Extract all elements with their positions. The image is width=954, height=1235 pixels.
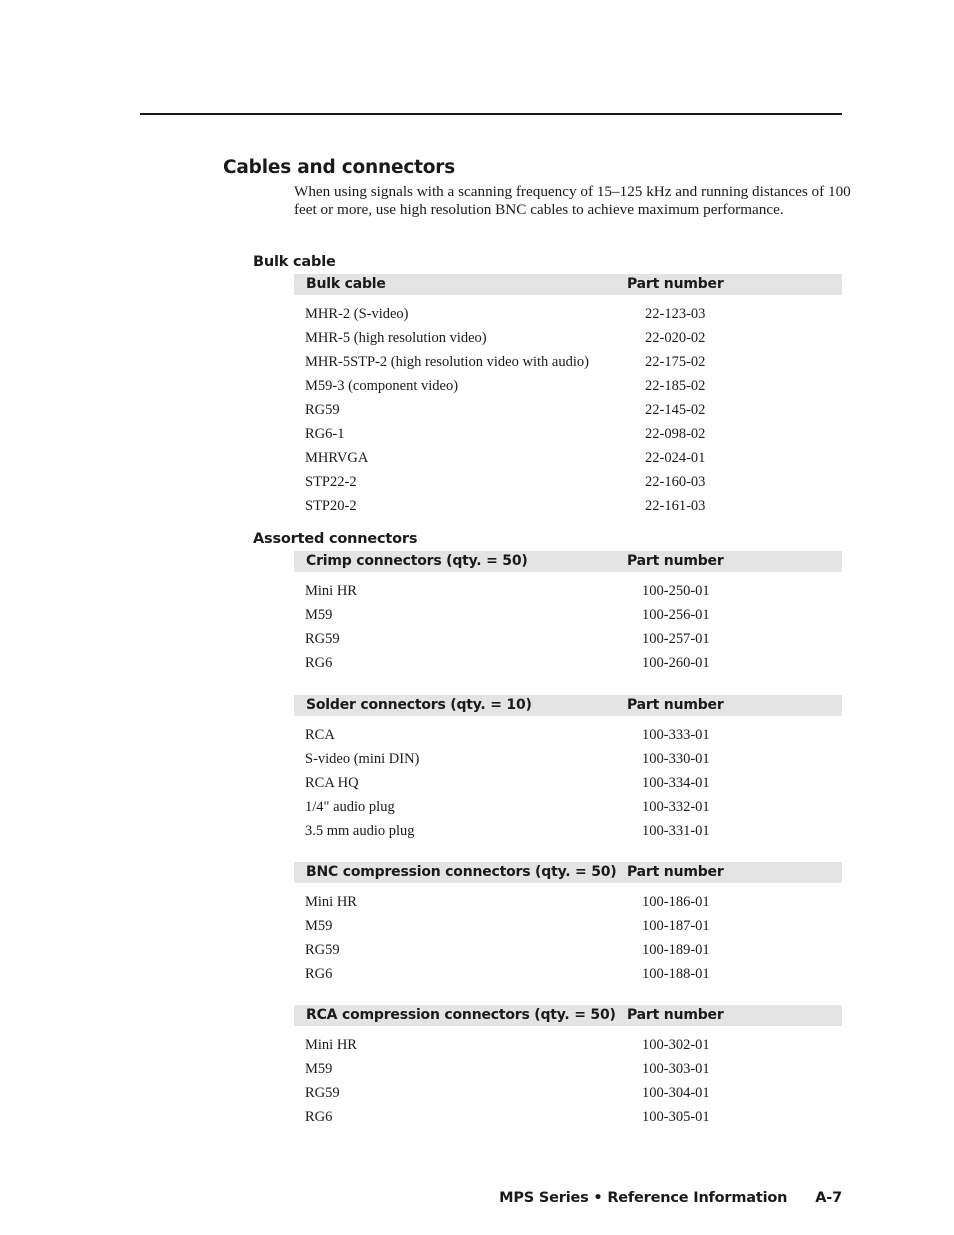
table-row	[294, 917, 842, 941]
part-number: 100-250-01	[642, 583, 710, 599]
item-name: RG59	[305, 1085, 340, 1101]
table-row	[294, 329, 842, 353]
column-header-item: BNC compression connectors (qty. = 50)	[306, 864, 617, 880]
table-row	[294, 377, 842, 401]
part-number: 22-161-03	[645, 498, 706, 514]
item-name: RG6-1	[305, 426, 345, 442]
table-row	[294, 582, 842, 606]
item-name: RG59	[305, 942, 340, 958]
item-name: RCA	[305, 727, 335, 743]
rca-compression-connectors-table	[294, 1005, 842, 1132]
table-header	[294, 1005, 842, 1026]
item-name: M59-3 (component video)	[305, 378, 459, 394]
part-number: 22-123-03	[645, 306, 706, 322]
top-rule	[140, 113, 842, 115]
column-header-part-number: Part number	[627, 553, 724, 569]
column-header-part-number: Part number	[627, 276, 724, 292]
table-row	[294, 497, 842, 521]
part-number: 22-175-02	[645, 354, 706, 370]
item-name: RG59	[305, 402, 340, 418]
part-number: 22-098-02	[645, 426, 706, 442]
table-row	[294, 473, 842, 497]
part-number: 100-189-01	[642, 942, 710, 958]
intro-paragraph: When using signals with a scanning frequency of 15–125 kHz and running distances of 100 feet or more, use high resolution BNC cables to achieve maximum performance.	[294, 183, 851, 218]
item-name: STP22-2	[305, 474, 357, 490]
item-name: RG59	[305, 631, 340, 647]
part-number: 100-186-01	[642, 894, 710, 910]
part-number: 22-020-02	[645, 330, 706, 346]
part-number: 100-302-01	[642, 1037, 710, 1053]
item-name: MHR-5 (high resolution video)	[305, 330, 487, 346]
part-number: 100-332-01	[642, 799, 710, 815]
table-row	[294, 425, 842, 449]
table-row	[294, 305, 842, 329]
part-number: 100-330-01	[642, 751, 710, 767]
table-row	[294, 654, 842, 678]
table-row	[294, 798, 842, 822]
part-number: 22-185-02	[645, 378, 706, 394]
column-header-part-number: Part number	[627, 1007, 724, 1023]
table-row	[294, 893, 842, 917]
section-title: Cables and connectors	[223, 157, 456, 178]
item-name: MHR-5STP-2 (high resolution video with audio)	[305, 354, 589, 370]
item-name: MHR-2 (S-video)	[305, 306, 409, 322]
item-name: RG6	[305, 1109, 333, 1125]
part-number: 22-024-01	[645, 450, 706, 466]
footer-title: MPS Series • Reference Information	[499, 1190, 788, 1206]
part-number: 100-305-01	[642, 1109, 710, 1125]
table-row	[294, 774, 842, 798]
part-number: 100-260-01	[642, 655, 710, 671]
table-header	[294, 862, 842, 883]
column-header-item: RCA compression connectors (qty. = 50)	[306, 1007, 616, 1023]
column-header-item: Solder connectors (qty. = 10)	[306, 697, 532, 713]
part-number: 100-331-01	[642, 823, 710, 839]
part-number: 100-187-01	[642, 918, 710, 934]
part-number: 22-160-03	[645, 474, 706, 490]
table-row	[294, 1036, 842, 1060]
part-number: 22-145-02	[645, 402, 706, 418]
column-header-item: Crimp connectors (qty. = 50)	[306, 553, 528, 569]
item-name: Mini HR	[305, 583, 357, 599]
part-number: 100-333-01	[642, 727, 710, 743]
item-name: 1/4" audio plug	[305, 799, 395, 815]
bulk-cable-table	[294, 274, 842, 521]
part-number: 100-257-01	[642, 631, 710, 647]
table-header	[294, 274, 842, 295]
table-row	[294, 726, 842, 750]
item-name: S-video (mini DIN)	[305, 751, 420, 767]
item-name: M59	[305, 607, 333, 623]
item-name: RG6	[305, 966, 333, 982]
table-row	[294, 965, 842, 989]
table-row	[294, 401, 842, 425]
item-name: M59	[305, 1061, 333, 1077]
item-name: STP20-2	[305, 498, 357, 514]
table-header	[294, 695, 842, 716]
item-name: 3.5 mm audio plug	[305, 823, 415, 839]
item-name: RCA HQ	[305, 775, 359, 791]
page-number: A-7	[815, 1190, 842, 1206]
item-name: Mini HR	[305, 1037, 357, 1053]
table-row	[294, 1084, 842, 1108]
crimp-connectors-table	[294, 551, 842, 678]
bulk-cable-heading: Bulk cable	[253, 254, 336, 270]
assorted-connectors-heading: Assorted connectors	[253, 531, 418, 547]
column-header-item: Bulk cable	[306, 276, 386, 292]
part-number: 100-334-01	[642, 775, 710, 791]
table-header	[294, 551, 842, 572]
table-row	[294, 822, 842, 846]
table-row	[294, 1060, 842, 1084]
part-number: 100-304-01	[642, 1085, 710, 1101]
table-row	[294, 1108, 842, 1132]
table-row	[294, 750, 842, 774]
bnc-compression-connectors-table	[294, 862, 842, 989]
item-name: Mini HR	[305, 894, 357, 910]
column-header-part-number: Part number	[627, 697, 724, 713]
table-row	[294, 353, 842, 377]
part-number: 100-303-01	[642, 1061, 710, 1077]
solder-connectors-table	[294, 695, 842, 846]
part-number: 100-188-01	[642, 966, 710, 982]
item-name: MHRVGA	[305, 450, 369, 466]
table-row	[294, 630, 842, 654]
table-row	[294, 941, 842, 965]
column-header-part-number: Part number	[627, 864, 724, 880]
item-name: M59	[305, 918, 333, 934]
part-number: 100-256-01	[642, 607, 710, 623]
table-row	[294, 606, 842, 630]
page-footer	[400, 1190, 842, 1206]
item-name: RG6	[305, 655, 333, 671]
table-row	[294, 449, 842, 473]
